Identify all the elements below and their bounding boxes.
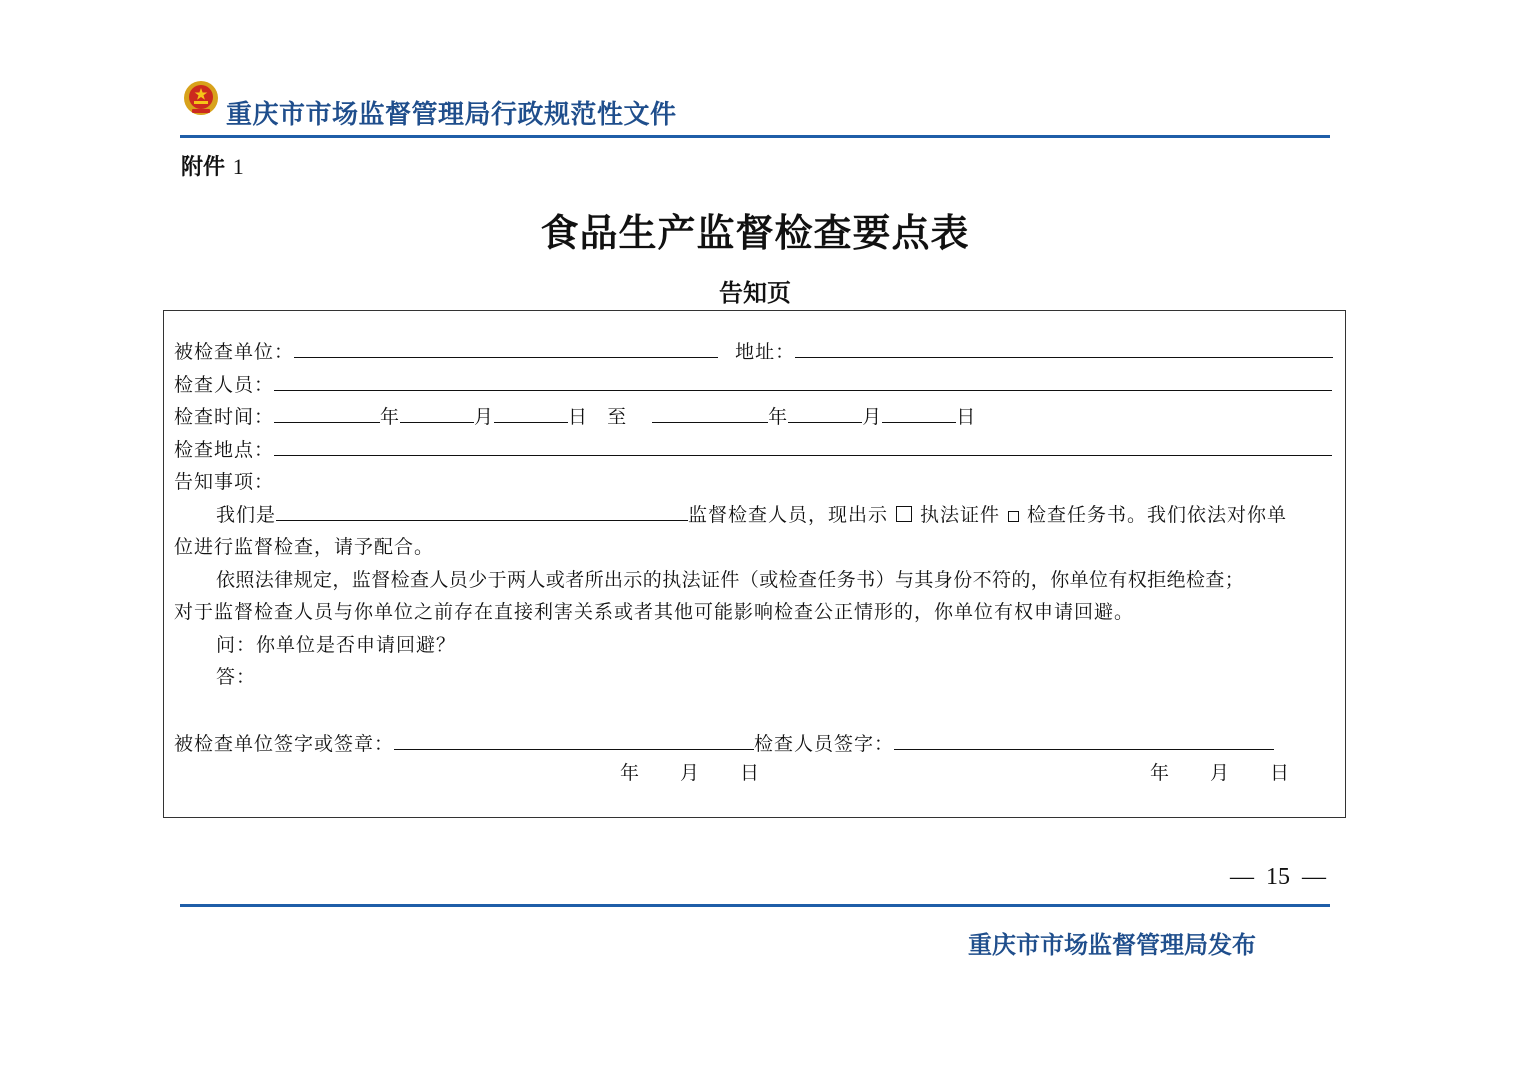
page-dash-right: — [1302,864,1326,890]
unit-signature-label: 被检查单位签字或签章： [174,733,395,755]
signature-row [174,731,1274,756]
paragraph-2-line-1: 依照法律规定，监督检查人员少于两人或者所出示的执法证件（或检查任务书）与其身份不符的，你单位有权拒绝检查； [216,569,1245,591]
attachment-word: 附件 [181,155,226,180]
time-label: 检查时间： [174,406,275,428]
inspected-unit-row [174,339,1333,364]
month-label: 月 [680,762,701,784]
start-day-field[interactable] [494,404,568,423]
day-label: 日 [740,762,761,784]
to-label: 至 [607,406,628,428]
end-year-field[interactable] [652,404,768,423]
attachment-label [181,150,244,181]
inspector-signature-date [1150,761,1290,785]
inspection-time-row [174,404,976,429]
task-letter-option-label: 检查任务书。我们依法对你单 [1027,504,1288,526]
inspected-unit-label: 被检查单位： [174,341,295,363]
address-label: 地址： [735,341,796,363]
year-label: 年 [380,406,401,428]
notice-form [163,310,1346,818]
publisher-name: 重庆市市场监督管理局发布 [968,931,1256,959]
notice-heading: 告知事项： [174,471,275,493]
end-month-field[interactable] [788,404,862,423]
day-label: 日 [568,406,589,428]
national-emblem-icon [183,80,219,116]
paragraph-1-line-2: 位进行监督检查，请予配合。 [174,536,435,558]
inspection-place-row [174,437,1332,462]
certificate-option-label: 执法证件 [920,504,1001,526]
attachment-number: 1 [232,154,244,179]
month-label: 月 [1210,762,1231,784]
document-title: 食品生产监督检查要点表 [540,210,970,255]
recusal-answer-label: 答： [216,666,257,688]
start-month-field[interactable] [400,404,474,423]
paragraph-1-middle: 监督检查人员，现出示 [688,504,889,526]
paragraph-2-line-2: 对于监督检查人员与你单位之前存在直接利害关系或者其他可能影响检查公正情形的，你单位有权申请回避。 [174,601,1135,623]
unit-signature-field[interactable] [394,731,754,750]
task-letter-checkbox[interactable] [1008,511,1019,522]
inspectors-row [174,372,1332,397]
paragraph-1-line-1 [216,502,1287,527]
month-label: 月 [862,406,883,428]
document-subtitle: 告知页 [719,279,791,307]
page-number-value: 15 [1266,864,1290,890]
inspected-unit-field[interactable] [294,339,718,358]
month-label: 月 [474,406,495,428]
agency-name-field[interactable] [276,502,688,521]
place-label: 检查地点： [174,439,275,461]
page-dash-left: — [1230,864,1254,890]
year-label: 年 [768,406,789,428]
start-year-field[interactable] [274,404,380,423]
footer-divider [180,904,1330,907]
header-title: 重庆市市场监督管理局行政规范性文件 [226,100,677,130]
place-field[interactable] [274,437,1332,456]
paragraph-1-start: 我们是 [216,504,277,526]
page-number [1230,864,1326,891]
inspectors-label: 检查人员： [174,374,275,396]
year-label: 年 [620,762,641,784]
year-label: 年 [1150,762,1171,784]
day-label: 日 [1270,762,1291,784]
header-divider [180,135,1330,138]
end-day-field[interactable] [882,404,956,423]
recusal-question: 问：你单位是否申请回避？ [216,634,457,656]
certificate-checkbox[interactable] [896,506,912,522]
address-field[interactable] [795,339,1333,358]
inspector-signature-label: 检查人员签字： [754,733,895,755]
unit-signature-date [620,761,760,785]
day-label: 日 [956,406,977,428]
inspectors-field[interactable] [274,372,1332,391]
inspector-signature-field[interactable] [894,731,1274,750]
